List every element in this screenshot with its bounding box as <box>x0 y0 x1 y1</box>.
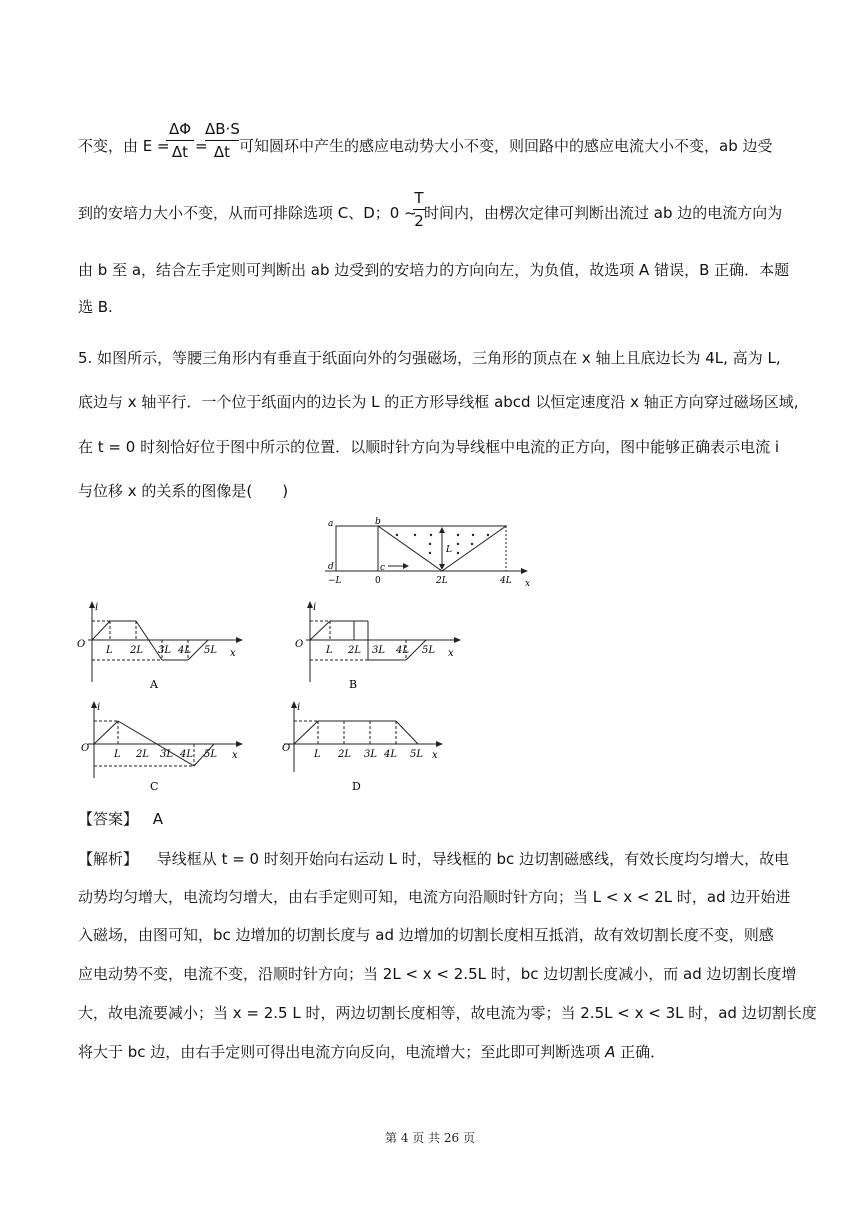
option-c-origin: O <box>81 743 90 754</box>
question-line-4: 与位移 x 的关系的图像是( ) <box>78 482 289 500</box>
option-c-tick-1: L <box>114 749 121 760</box>
analysis-line-3: 入磁场，由图可知，bc 边增加的切割长度与 ad 边增加的切割长度相互抵消，故有效切割长度不变，则感 <box>78 926 774 944</box>
prev-line-1-post: 可知圆环中产生的感应电动势大小不变，则回路中的感应电流大小不变，ab 边受 <box>239 137 773 155</box>
fraction-denominator: Δt <box>171 143 189 161</box>
option-a-origin: O <box>77 639 86 650</box>
fraction-dbs-dt <box>205 120 239 161</box>
tick-4l: 4L <box>500 576 512 586</box>
fraction-denominator: 2 <box>414 212 424 230</box>
option-b-tick-3: 3L <box>372 645 386 656</box>
prev-line-4: 选 B. <box>78 298 113 316</box>
option-c-tick-2: 2L <box>136 749 150 760</box>
corner-a: a <box>328 519 334 529</box>
height-label: L <box>446 545 452 555</box>
main-figure <box>320 516 540 596</box>
analysis-line-2: 动势均匀增大，电流均匀增大，由右手定则可知，电流方向沿顺时针方向；当 L < x < 2L 时，ad 边开始进 <box>78 888 791 906</box>
question-line-3: 在 t = 0 时刻恰好位于图中所示的位置．以顺时针方向为导线框中电流的正方向，图中能够正确表示电流 i <box>78 438 780 456</box>
option-d-tick-1: L <box>314 749 321 760</box>
fraction-numerator: ΔΦ <box>168 120 192 138</box>
option-c-i: i <box>97 702 101 713</box>
x-axis-arrow <box>521 568 528 574</box>
option-a-letter: A <box>150 678 158 690</box>
option-c-x: x <box>232 750 238 761</box>
analysis-line-5: 大，故电流要减小；当 x = 2.5 L 时，两边切割长度相等，故电流为零；当 2.5L < x < 3L 时，ad 边切割长度 <box>78 1004 817 1022</box>
option-d-tick-4: 4L <box>384 749 398 760</box>
square-frame <box>336 526 378 571</box>
corner-d: d <box>328 562 334 572</box>
fraction-bar <box>205 140 239 141</box>
option-b-tick-1: L <box>326 645 333 656</box>
option-c-tick-5: 5L <box>204 749 218 760</box>
option-b-origin: O <box>295 639 304 650</box>
prev-line-3: 由 b 至 a，结合左手定则可判断出 ab 边受到的安培力的方向向左，为负值，故选项 A 错误，B 正确．本题 <box>78 261 790 279</box>
option-b-tick-2: 2L <box>348 645 362 656</box>
option-b-tick-5: 5L <box>422 645 436 656</box>
option-a-tick-3: 3L <box>158 645 172 656</box>
x-axis-label: x <box>525 579 531 589</box>
option-b-x: x <box>448 648 454 659</box>
prev-line-1-pre: 不变，由 E = <box>78 137 170 155</box>
analysis-line-6: 将大于 bc 边，由右手定则可得出电流方向反向，电流增大；至此即可判断选项 A 正确． <box>78 1043 666 1061</box>
prev-line-2-post: 时间内，由楞次定律可判断出流过 ab 边的电流方向为 <box>424 204 783 222</box>
option-d-tick-5: 5L <box>410 749 424 760</box>
option-d-tick-3: 3L <box>364 749 378 760</box>
option-a-tick-1: L <box>106 645 113 656</box>
option-d-origin: O <box>282 743 291 754</box>
analysis-line-4: 应电动势不变，电流不变，沿顺时针方向；当 2L < x < 2.5L 时，bc 边切割长度减小，而 ad 边切割长度增 <box>78 965 797 983</box>
answer-label: 【答案】 <box>78 810 139 828</box>
option-b-graph <box>292 600 472 690</box>
option-a-tick-5: 5L <box>204 645 218 656</box>
option-c-letter: C <box>150 780 159 793</box>
option-b-tick-4: 4L <box>396 645 410 656</box>
corner-b: b <box>375 517 381 527</box>
option-c-tick-4: 4L <box>180 749 194 760</box>
option-d-x: x <box>432 750 438 761</box>
analysis-label: 【解析】 <box>78 850 139 868</box>
corner-c: c <box>380 563 386 573</box>
answer-line <box>78 809 163 829</box>
option-a-i: i <box>95 602 99 613</box>
option-reference: A <box>605 1043 616 1061</box>
tick-2l: 2L <box>436 576 448 586</box>
fraction-numerator: T <box>414 189 424 207</box>
answer-value: A <box>152 810 164 828</box>
option-d-graph <box>278 700 458 796</box>
velocity-arrow-head <box>403 563 409 569</box>
prev-line-2: 到的安培力大小不变，从而可排除选项 C、D；0 ~ <box>78 204 417 222</box>
page-footer: 第 4 页 共 26 页 <box>385 1131 475 1145</box>
option-c-tick-3: 3L <box>160 749 174 760</box>
option-a-graph <box>74 600 254 690</box>
option-a-x: x <box>230 648 236 659</box>
option-a-tick-2: 2L <box>130 645 144 656</box>
option-c-graph <box>74 700 254 796</box>
analysis-line-1: 【解析】 导线框从 t = 0 时刻开始向右运动 L 时，导线框的 bc 边切割磁感线，有效长度均匀增大，故电 <box>78 850 790 868</box>
option-d-i: i <box>297 702 301 713</box>
option-d-tick-2: 2L <box>338 749 352 760</box>
tick-neg-l: −L <box>328 576 342 586</box>
question-line-2: 底边与 x 轴平行．一个位于纸面内的边长为 L 的正方形导线框 abcd 以恒定速度沿 x 轴正方向穿过磁场区域, <box>78 393 799 411</box>
prev-line-1 <box>78 136 170 156</box>
prev-line-1-eq: = <box>195 137 208 155</box>
fraction-dphi-dt <box>166 120 194 161</box>
option-b-i: i <box>313 602 317 613</box>
arrow-head-up <box>439 527 445 533</box>
option-b-letter: B <box>349 678 358 690</box>
fraction-numerator: ΔB·S <box>205 120 240 138</box>
fraction-denominator: Δt <box>213 143 231 161</box>
option-a-tick-4: 4L <box>178 645 192 656</box>
option-d-letter: D <box>352 780 361 793</box>
question-line-1: 5. 如图所示，等腰三角形内有垂直于纸面向外的匀强磁场，三角形的顶点在 x 轴上且底边长为 4L, 高为 L, <box>78 349 781 367</box>
tick-zero: 0 <box>375 576 381 586</box>
fraction-bar <box>166 140 194 141</box>
